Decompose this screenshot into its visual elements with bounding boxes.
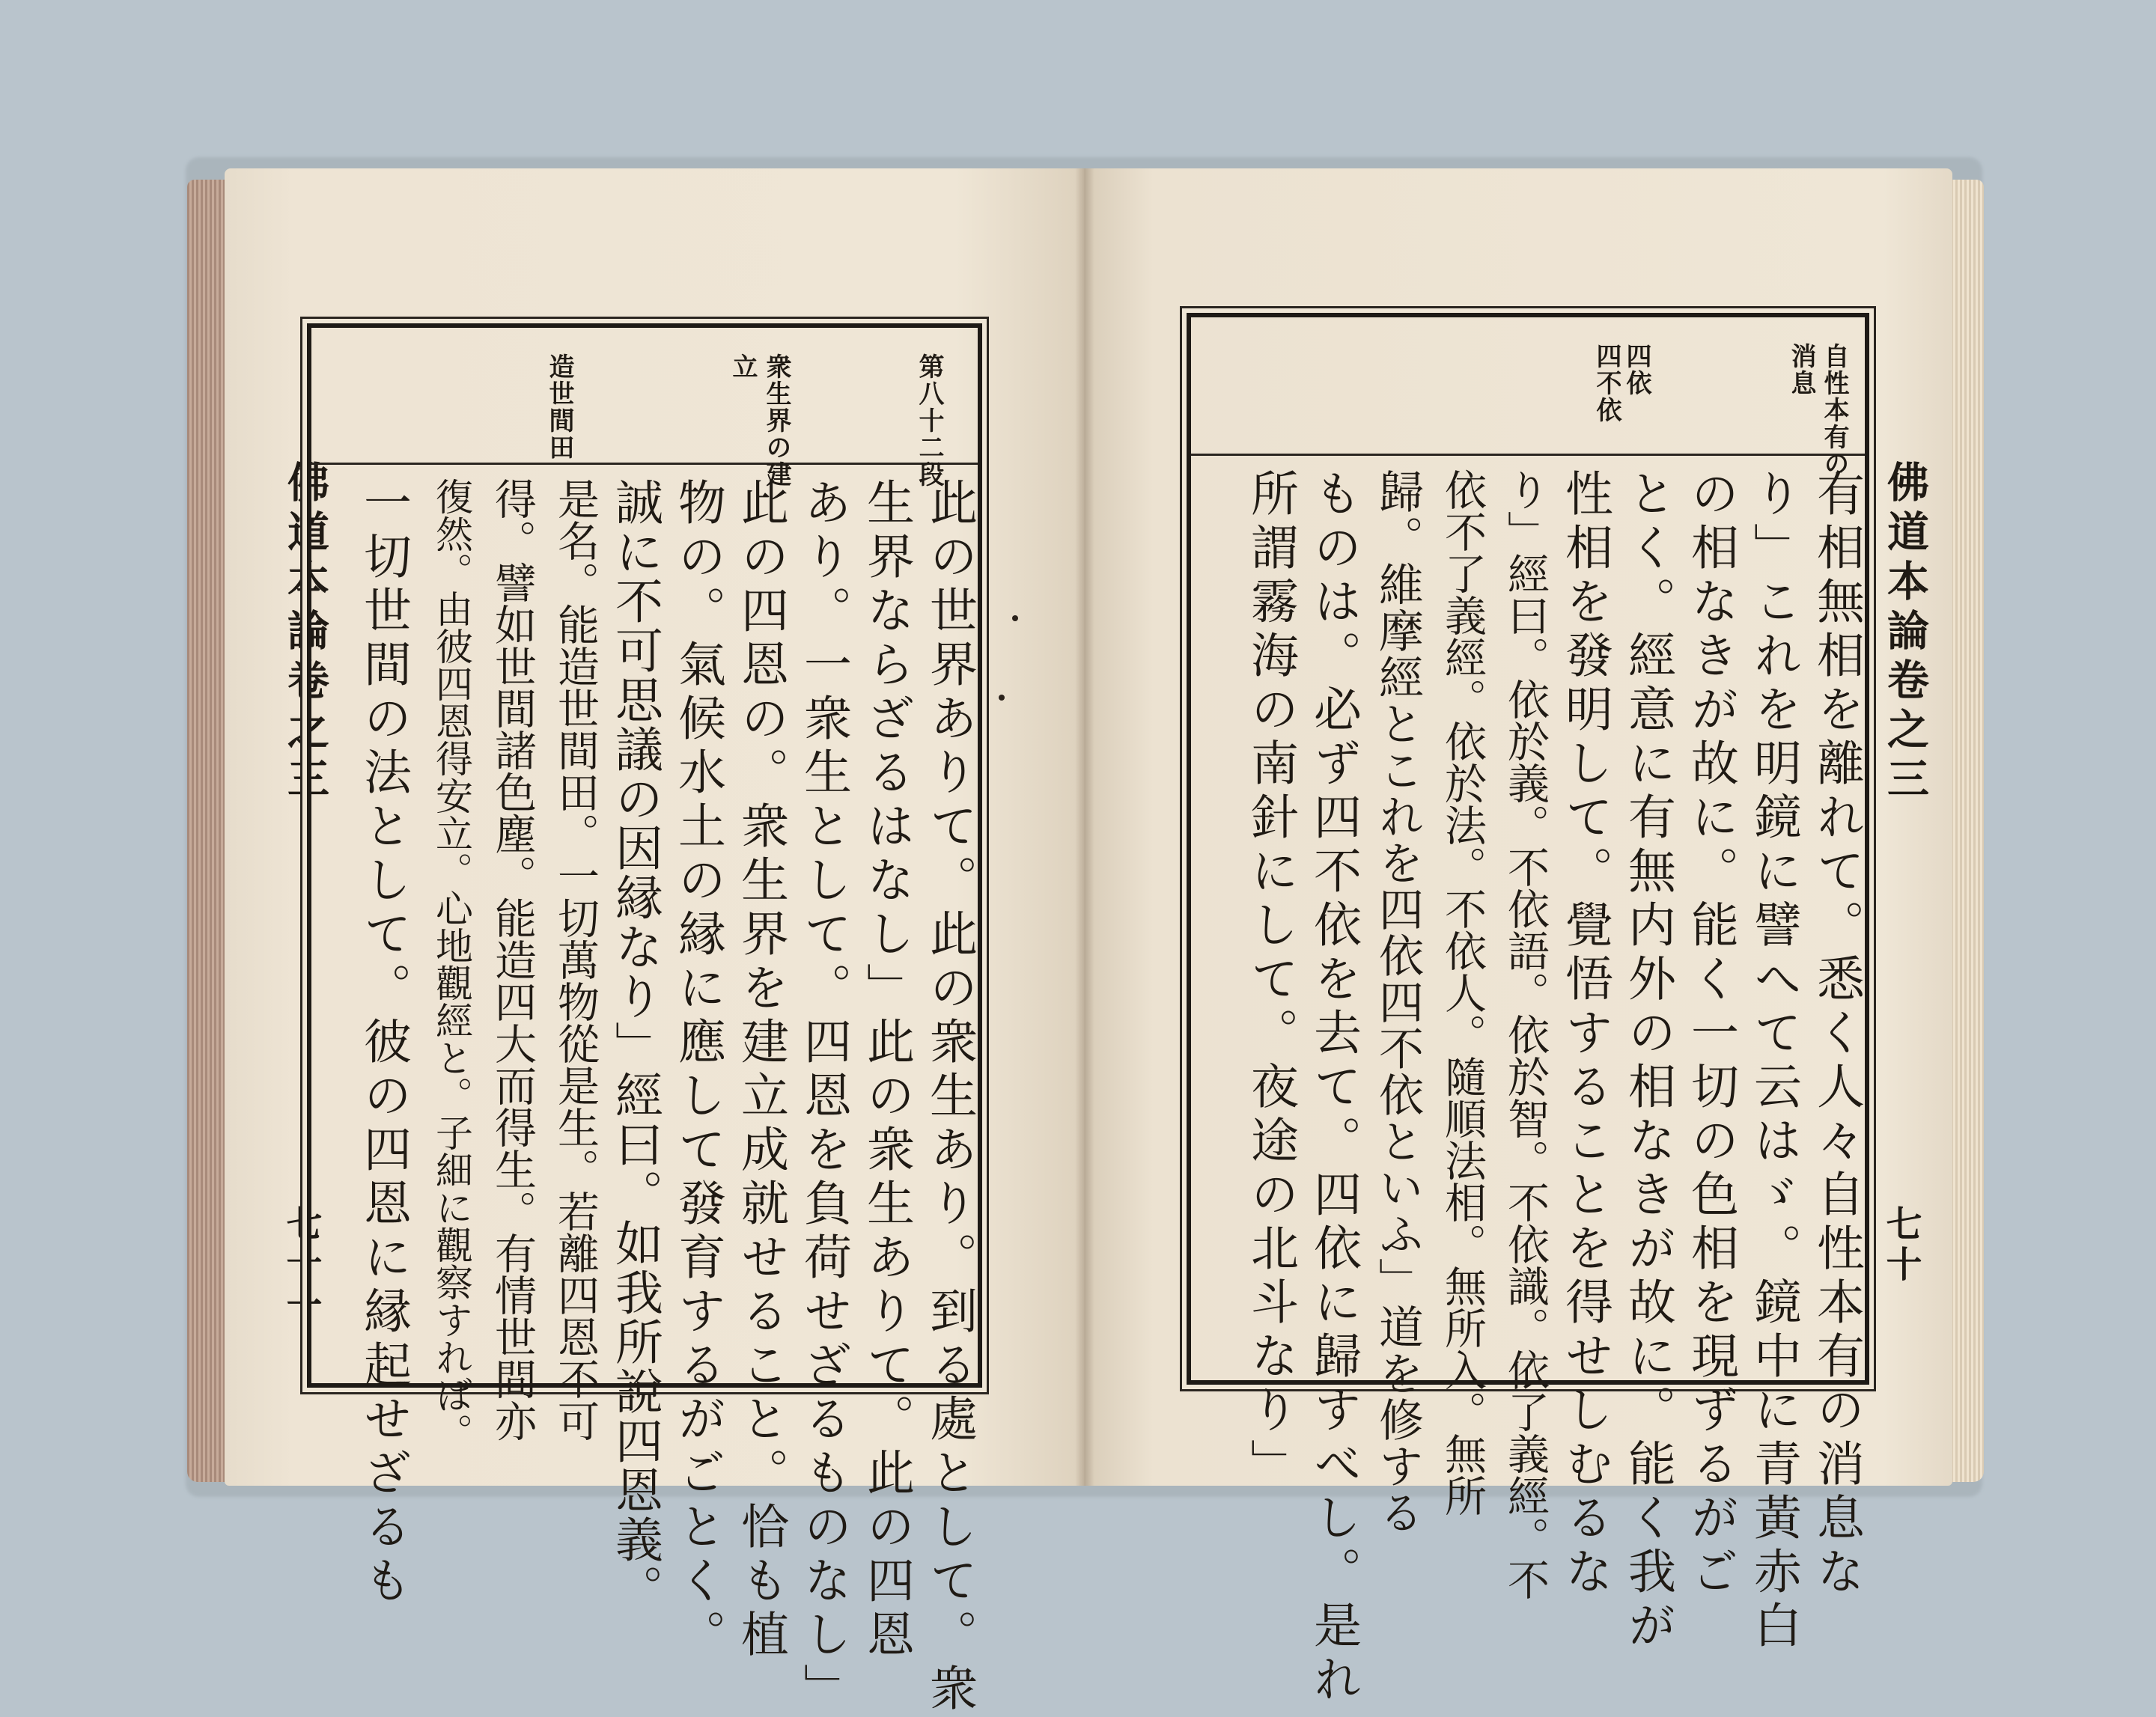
text-column: 是名。能造世間田。一切萬物從是生。若離四恩不可 [551,478,600,1442]
text-column: ものは。必ず四不依を去て。四依に歸すべし。是れ [1306,469,1361,1708]
text-column: 性相を發明して。覺悟することを得せしむるな [1557,469,1613,1600]
headnote: 四不依 [1592,343,1621,424]
right-text-frame [1187,313,1869,1708]
headnote-rule [1191,454,1865,456]
text-column: り」經曰。依於義。不依語。依於智。不依識。依了義經。不 [1501,469,1550,1600]
running-head-right: 佛道本論卷之三 [1881,460,1930,806]
text-column: 所謂霧海の南針にして。夜途の北斗なり」 [1243,469,1298,1492]
ink-dot [1012,615,1018,621]
text-column: の相なきが故に。能く一切の色相を現ずるがご [1683,469,1738,1600]
text-column: り」これを明鏡に譬へて云はゞ。鏡中に青黃赤白 [1746,469,1801,1654]
headnote: 自性本有の [1819,343,1849,478]
text-column: とく。經意に有無内外の相なきが故に。能く我が [1620,469,1675,1654]
text-column: 有相無相を離れて。悉く人々自性本有の消息な [1809,469,1864,1600]
ink-dot [999,695,1005,701]
book-gutter [1075,168,1094,1486]
text-column: 復然。由彼四恩得安立。心地觀經と。子細に觀察すれば。 [430,478,473,1451]
headnote: 造世間田 [544,353,574,461]
text-column: 誠に不可思議の因縁なり」經曰。如我所說四恩義。 [607,478,663,1614]
running-head-left: 佛道本論卷之三 [281,460,330,806]
folio-left: 七十一 [280,1205,322,1326]
text-column: 此の四恩の。衆生界を建立成就せること。恰も植 [733,478,788,1663]
text-column: 歸。維摩經とこれを四依四不依といふ」道を修する [1371,469,1424,1536]
text-column: 得。譬如世間諸色塵。能造四大而得生。有情世間亦 [488,478,537,1442]
headnote: 第八十二段 [914,353,944,488]
headnote: 立 [728,353,758,380]
headnote: 四依 [1621,343,1651,397]
headnote: 衆生界の建 [761,353,791,488]
text-column: 一切世間の法として。彼の四恩に縁起せざるも [356,478,411,1609]
text-column: 物の。氣候水土の縁に應して發育するがごとく。 [670,478,725,1663]
text-column: 此の世界ありて。此の衆生あり。到る處として。衆 [922,478,977,1717]
folio-right: 七十 [1880,1205,1922,1286]
text-column: 生界ならざるはなし」此の衆生ありて。此の四恩 [859,478,914,1663]
text-column: 依不了義經。依於法。不依人。隨順法相。無所入。無所 [1438,469,1487,1516]
headnote: 消息 [1786,343,1816,397]
left-text-frame [307,323,982,1717]
text-column: あり。一衆生として。四恩を負荷せざるものなし」 [796,478,851,1717]
headnote-rule [311,463,978,465]
